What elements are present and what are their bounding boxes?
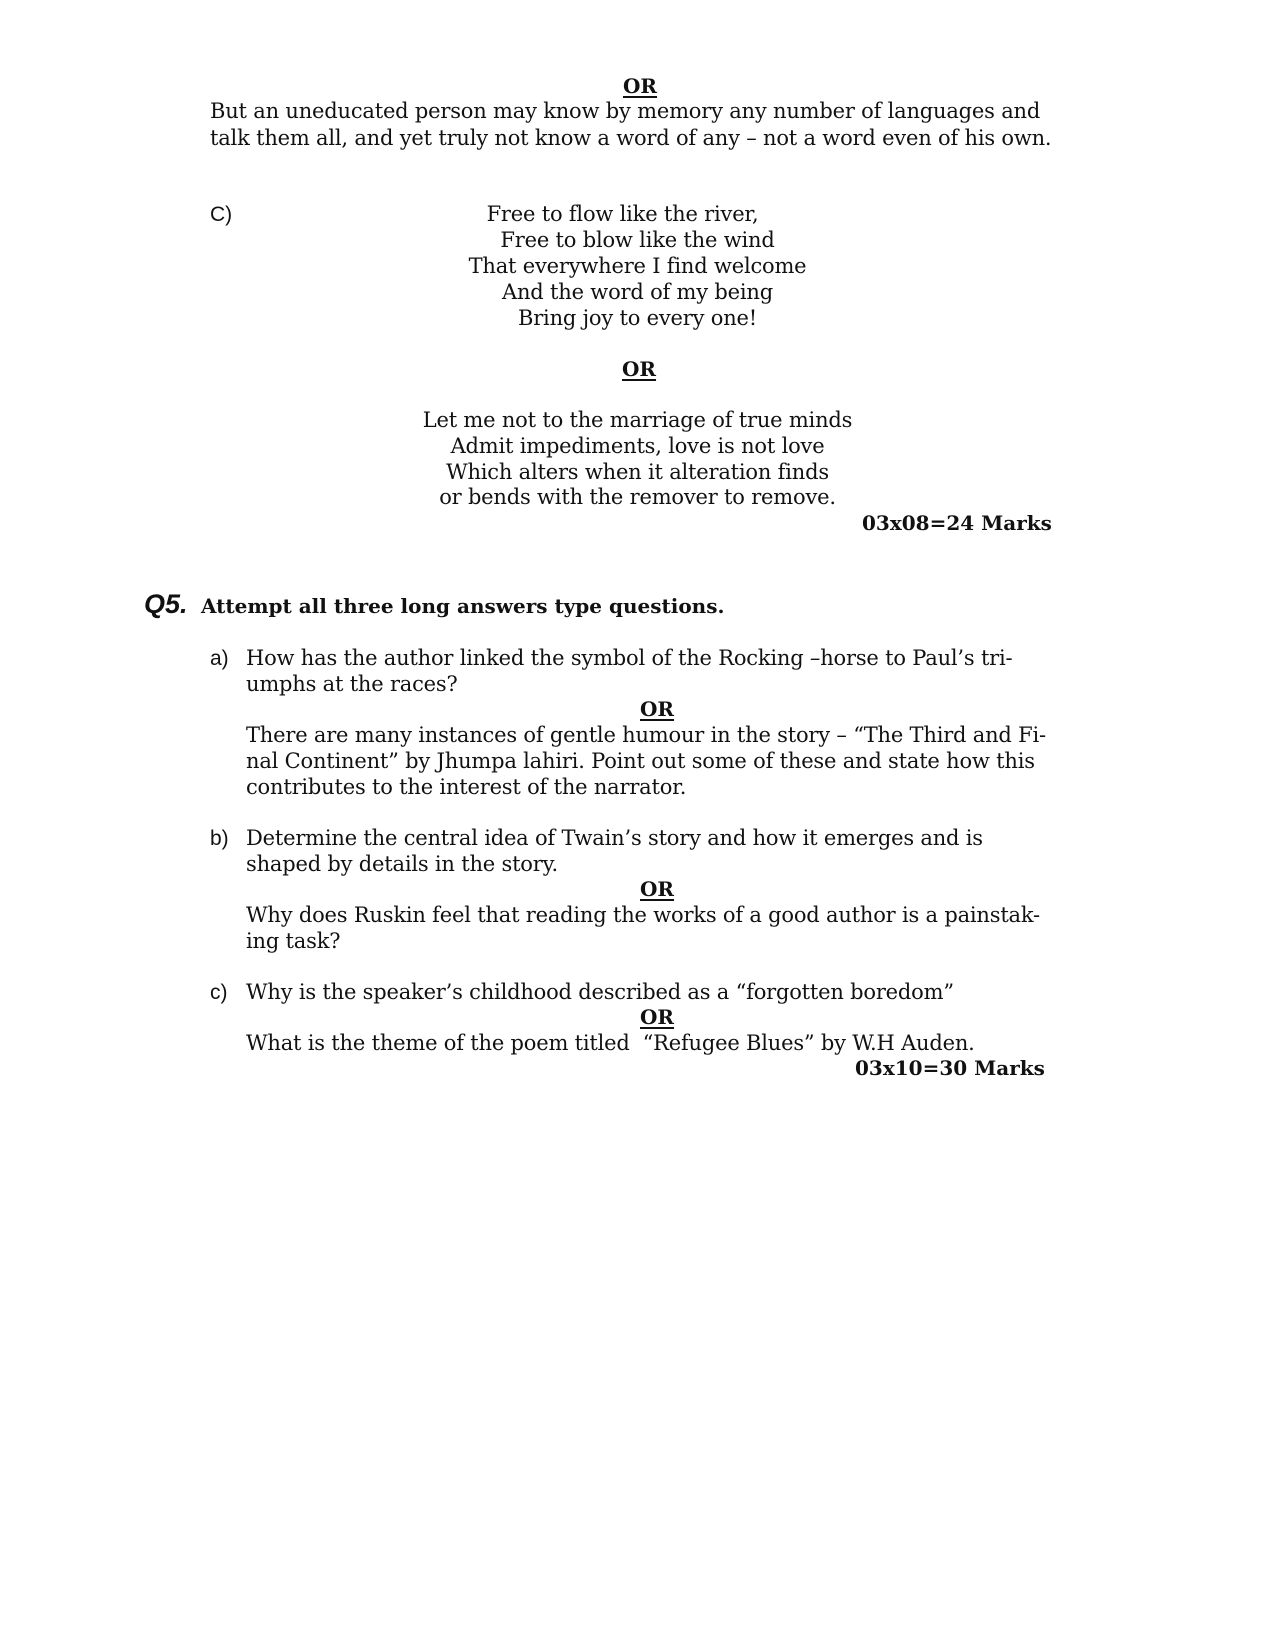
poem2-line: Let me not to the marriage of true minds: [422, 408, 853, 432]
section-c-label: C): [210, 203, 233, 226]
item-a-label: a): [210, 647, 229, 670]
section-c-marks: 03x08=24 Marks: [862, 511, 1052, 535]
q5-marks: 03x10=30 Marks: [855, 1056, 1045, 1080]
item-b-text: Determine the central idea of Twain’s story and how it emerges and is: [246, 826, 983, 850]
item-b-label: b): [210, 827, 229, 850]
item-c-text: Why is the speaker’s childhood described as a “forgotten boredom”: [246, 980, 954, 1004]
poem1-line: Free to blow like the wind: [500, 228, 775, 252]
or-divider-b: OR: [640, 877, 675, 901]
or-divider-a: OR: [640, 697, 675, 721]
item-a-text: How has the author linked the symbol of the Rocking –horse to Paul’s tri-: [246, 646, 1013, 670]
item-a-alt-text: There are many instances of gentle humour in the story – “The Third and Fi-: [246, 723, 1046, 747]
question-number: Q5.: [144, 589, 188, 619]
item-c-alt-text: What is the theme of the poem titled “Refugee Blues” by W.H Auden.: [246, 1031, 975, 1055]
item-a-alt-text: contributes to the interest of the narrator.: [246, 775, 687, 799]
passage-alternative: But an uneducated person may know by memory any number of languages and talk them all, and yet truly not know a word of any – not a word even of his own.: [210, 99, 1052, 150]
item-a-alt-text: nal Continent” by Jhumpa lahiri. Point out some of these and state how this: [246, 749, 1035, 773]
poem1-line: Bring joy to every one!: [517, 306, 757, 330]
item-b-alt-text: ing task?: [246, 929, 341, 953]
poem1-line: And the word of my being: [502, 280, 773, 304]
or-divider-c: OR: [640, 1005, 675, 1029]
or-divider-poem: OR: [622, 357, 657, 381]
item-a-text: umphs at the races?: [246, 672, 458, 696]
or-divider-top: OR: [623, 74, 658, 98]
item-b-alt-text: Why does Ruskin feel that reading the works of a good author is a painstak-: [246, 903, 1040, 927]
poem1-line: That everywhere I find welcome: [468, 254, 807, 278]
poem2-line: Admit impediments, love is not love: [450, 434, 825, 458]
poem2-line: Which alters when it alteration finds: [446, 460, 829, 484]
item-c-label: c): [210, 981, 228, 1004]
poem1-line: Free to flow like the river,: [486, 202, 759, 226]
item-b-text: shaped by details in the story.: [246, 852, 558, 876]
question-title: Attempt all three long answers type questions.: [201, 594, 725, 618]
poem2-line: or bends with the remover to remove.: [439, 485, 836, 509]
